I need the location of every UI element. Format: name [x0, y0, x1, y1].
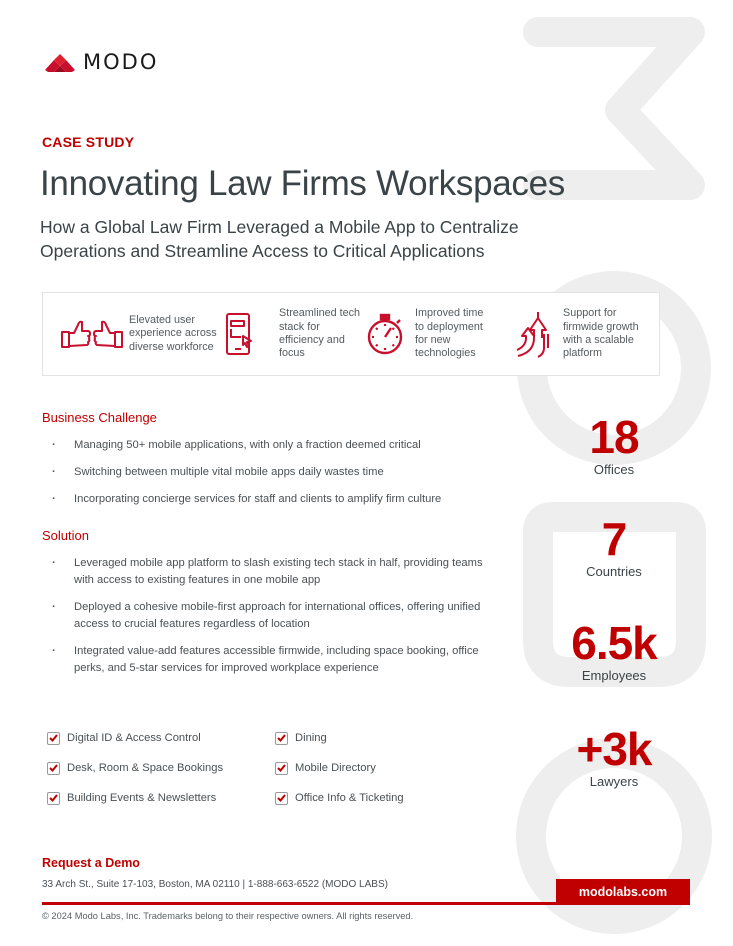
stat-value: 18 [589, 411, 639, 463]
stat-label: Offices [593, 462, 635, 477]
stat-employees [534, 617, 694, 684]
benefit-text: Support for firmwide growth with a scalable platform [563, 307, 639, 360]
list-item: · Switching between multiple vital mobile apps daily wastes time [42, 464, 492, 481]
growth-arrows-icon [507, 310, 557, 358]
feature-label: Building Events & Newsletters [67, 792, 217, 804]
section-heading: Business Challenge [42, 410, 157, 425]
stat-label: Employees [581, 668, 647, 683]
stat-value: +3k [576, 723, 652, 775]
solution-list [42, 555, 492, 677]
page-subtitle [40, 215, 600, 263]
copyright-text: © 2024 Modo Labs, Inc. Trademarks belong to their respective owners. All rights reserved. [42, 911, 414, 921]
benefit-item [507, 293, 649, 375]
benefit-text: Elevated user experience across diverse workforce [129, 314, 217, 353]
stat-countries [534, 513, 694, 580]
section-heading: Solution [42, 528, 89, 543]
feature-item [47, 730, 275, 746]
benefit-item [57, 293, 217, 375]
list-item: · Deployed a cohesive mobile-first approach for international offices, offering unified access to crucial features regardless of location [42, 599, 492, 633]
checkbox-checked-icon [47, 792, 60, 805]
checkbox-checked-icon [275, 792, 288, 805]
feature-label: Digital ID & Access Control [67, 732, 201, 744]
feature-item [275, 790, 465, 806]
stopwatch-icon [357, 313, 413, 355]
page-title: Innovating Law Firms Workspaces [40, 164, 565, 203]
benefit-item [211, 293, 361, 375]
feature-label: Office Info & Ticketing [295, 792, 404, 804]
contact-address: 33 Arch St., Suite 17-103, Boston, MA 02110 | 1-888-663-6522 (MODO LABS) [42, 879, 388, 890]
business-challenge-section [42, 410, 492, 508]
request-demo-link[interactable]: Request a Demo [42, 856, 140, 870]
modo-logo [45, 50, 158, 74]
list-item: · Incorporating concierge services for staff and clients to amplify firm culture [42, 491, 492, 508]
stat-value: 6.5k [571, 617, 657, 669]
feature-item [275, 730, 465, 746]
stat-label: Lawyers [589, 774, 639, 789]
feature-label: Dining [295, 732, 327, 744]
feature-item [47, 790, 275, 806]
website-link-button[interactable]: modolabs.com [556, 879, 690, 905]
stat-value: 7 [601, 513, 627, 565]
benefits-panel [42, 292, 660, 376]
stat-offices [534, 411, 694, 478]
checkbox-checked-icon [47, 762, 60, 775]
list-item: · Integrated value-add features accessible firmwide, including space booking, office perks, and 5-star services for improved workplace experience [42, 643, 492, 677]
benefit-item [357, 293, 495, 375]
footer-divider [42, 902, 572, 905]
eyebrow-label: CASE STUDY [42, 134, 135, 150]
checkbox-checked-icon [275, 762, 288, 775]
solution-section [42, 528, 492, 677]
checkbox-checked-icon [47, 732, 60, 745]
modo-mark-icon [45, 52, 75, 72]
subtitle-line: Operations and Streamline Access to Critical Applications [40, 241, 485, 261]
feature-item [275, 760, 465, 776]
benefit-text: Improved time to deployment for new technologies [415, 307, 484, 360]
thumbs-up-icon [57, 319, 127, 349]
mobile-app-icon [211, 312, 267, 356]
feature-label: Desk, Room & Space Bookings [67, 762, 224, 774]
feature-label: Mobile Directory [295, 762, 376, 774]
list-item: · Leveraged mobile app platform to slash existing tech stack in half, providing teams with access to existing features in one mobile app [42, 555, 492, 589]
list-item: · Managing 50+ mobile applications, with only a fraction deemed critical [42, 437, 492, 454]
stat-lawyers [534, 723, 694, 790]
benefit-text: Streamlined tech stack for efficiency and focus [279, 307, 361, 360]
challenge-list [42, 437, 492, 508]
feature-item [47, 760, 275, 776]
checkbox-checked-icon [275, 732, 288, 745]
logo-wordmark: MODO [83, 50, 159, 74]
subtitle-line: How a Global Law Firm Leveraged a Mobile App to Centralize [40, 217, 519, 237]
feature-checklist [47, 730, 467, 806]
stat-label: Countries [586, 564, 642, 579]
